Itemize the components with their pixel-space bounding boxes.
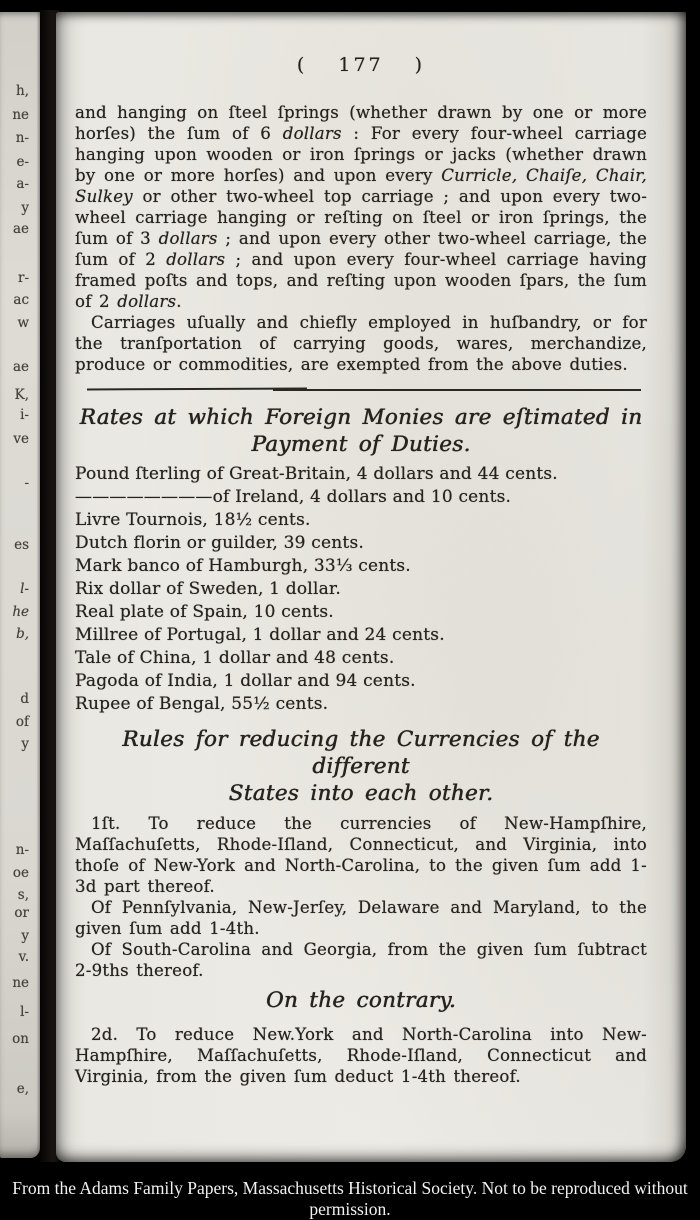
money-rate-line: ————————of Ireland, 4 dollars and 10 cents. (75, 487, 512, 507)
text-run: Curricle, Chaiſe, Chair, Sulkey (75, 166, 648, 206)
margin-fragment: es (14, 537, 29, 553)
margin-fragment: ne (12, 975, 29, 991)
margin-fragment: on (12, 1031, 29, 1047)
money-rate-line: Real plate of Spain, 10 cents. (75, 602, 334, 622)
money-rate-line: Pagoda of India, 1 dollar and 94 cents. (75, 671, 416, 691)
margin-fragment: y (21, 736, 29, 752)
rule-paragraph-first: 1ſt. To reduce the currencies of New-Hampſhire, Maſſachuſetts, Rhode-Iſland, Connecticut, and Virginia, into thoſe of New-York and North-Carolina, to the given ſum add 1-3d part thereof. (75, 814, 647, 896)
margin-fragment: s, (17, 887, 29, 903)
margin-fragment: ve (13, 431, 29, 447)
money-rate-line: Millree of Portugal, 1 dollar and 24 cents. (75, 625, 445, 645)
margin-fragment: i- (20, 407, 29, 423)
text-run: ; and upon every other two-wheel carriage, the ſum of 2 (75, 229, 647, 269)
archive-caption: From the Adams Family Papers, Massachusetts Historical Society. Not to be reproduced without permission. (12, 1178, 688, 1219)
money-rates-list (75, 463, 647, 716)
foreign-monies-heading-line-2: Payment of Duties. (251, 432, 471, 457)
margin-fragment: e, (16, 1081, 29, 1097)
margin-fragment: b, (16, 626, 29, 642)
page-number-header: ( 177 ) (296, 54, 426, 76)
text-run: dollars (282, 124, 342, 143)
text-run: ; and upon every four-wheel carriage having framed poſts and tops, and reſting upon wooden ſpars, the ſum of 2 (75, 250, 647, 311)
text-run: . (176, 292, 182, 311)
section-divider-rule (75, 388, 647, 392)
money-rate-line: Rupee of Bengal, 55½ cents. (75, 694, 329, 714)
margin-fragment: ae (12, 359, 29, 375)
margin-fragment: l- (20, 581, 29, 597)
book-page (56, 12, 686, 1162)
divider-segment-right (273, 389, 641, 391)
money-rate-line: Livre Tournois, 18½ cents. (75, 510, 311, 530)
text-run: dollars (117, 292, 177, 311)
currency-rules-heading-line-1: Rules for reducing the Currencies of the different (122, 727, 600, 779)
currency-rules-heading-line-2: States into each other. (228, 781, 494, 806)
margin-fragment: w (17, 315, 29, 331)
rule-paragraph-south-carolina: Of South-Carolina and Georgia, from the given ſum ſubtract 2-9ths thereof. (75, 940, 647, 980)
money-rate-line: Pound ſterling of Great-Britain, 4 dollars and 44 cents. (75, 464, 558, 484)
margin-fragment: y (21, 928, 29, 944)
margin-fragment: oe (12, 865, 29, 881)
page-text-column (75, 12, 647, 1087)
foreign-monies-heading-line-1: Rates at which Foreign Monies are eſtimated in (79, 405, 643, 430)
margin-fragment: of (15, 714, 29, 730)
margin-fragment: ae (12, 221, 29, 237)
currency-rules-heading (75, 726, 647, 807)
margin-fragment: n- (15, 842, 29, 858)
margin-fragment: ne (12, 107, 29, 123)
money-rate-line: Mark banco of Hamburgh, 33⅓ cents. (75, 556, 411, 576)
margin-fragment: v. (18, 949, 29, 965)
margin-fragment: - (24, 475, 29, 491)
exemption-paragraph: Carriages uſually and chiefly employed in huſbandry, or for the tranſportation of carrying goods, wares, merchandize, produce or commodities, are exempted from the above duties. (75, 313, 647, 374)
margin-fragment: r- (17, 270, 29, 286)
margin-fragment: or (14, 905, 29, 921)
margin-fragment: a- (16, 176, 29, 192)
margin-fragment: h, (16, 83, 29, 99)
margin-fragment: he (12, 604, 29, 620)
margin-fragment: l- (20, 1004, 29, 1020)
margin-fragment: ac (13, 292, 29, 308)
margin-fragment: d (20, 691, 29, 707)
margin-fragment: y (21, 200, 29, 216)
text-run: dollars (166, 250, 226, 269)
rule-paragraph-contrary: 2d. To reduce New.York and North-Carolina into New-Hampſhire, Maſſachuſetts, Rhode-Iſland, Connecticut and Virginia, from the given ſum deduct 1-4th thereof. (75, 1025, 647, 1086)
text-run: and hanging on ſteel ſprings (whether drawn by one or more horſes) the ſum of 6 (75, 103, 647, 143)
margin-fragment: K, (14, 387, 29, 403)
money-rate-line: Dutch florin or guilder, 39 cents. (75, 533, 364, 553)
text-run: : For every four-wheel carriage hanging upon wooden or iron ſprings or jacks (whether drawn by one or more horſes) and upon every (75, 124, 647, 185)
margin-fragment: n- (15, 130, 29, 146)
carriage-duties-paragraph (75, 102, 647, 312)
text-run: or other two-wheel top carriage ; and upon every two-wheel carriage hanging or reſting on ſteel or iron ſprings, the ſum of 3 (75, 187, 647, 248)
foreign-monies-heading (75, 404, 647, 458)
on-the-contrary-heading: On the contrary. (265, 988, 457, 1013)
facing-page-strip (0, 12, 40, 1158)
margin-fragment: e- (16, 154, 29, 170)
money-rate-line: Rix dollar of Sweden, 1 dollar. (75, 579, 341, 599)
rule-paragraph-pennsylvania: Of Pennſylvania, New-Jerſey, Delaware and Maryland, to the given ſum add 1-4th. (75, 898, 647, 938)
text-run: dollars (158, 229, 218, 248)
money-rate-line: Tale of China, 1 dollar and 48 cents. (75, 648, 395, 668)
